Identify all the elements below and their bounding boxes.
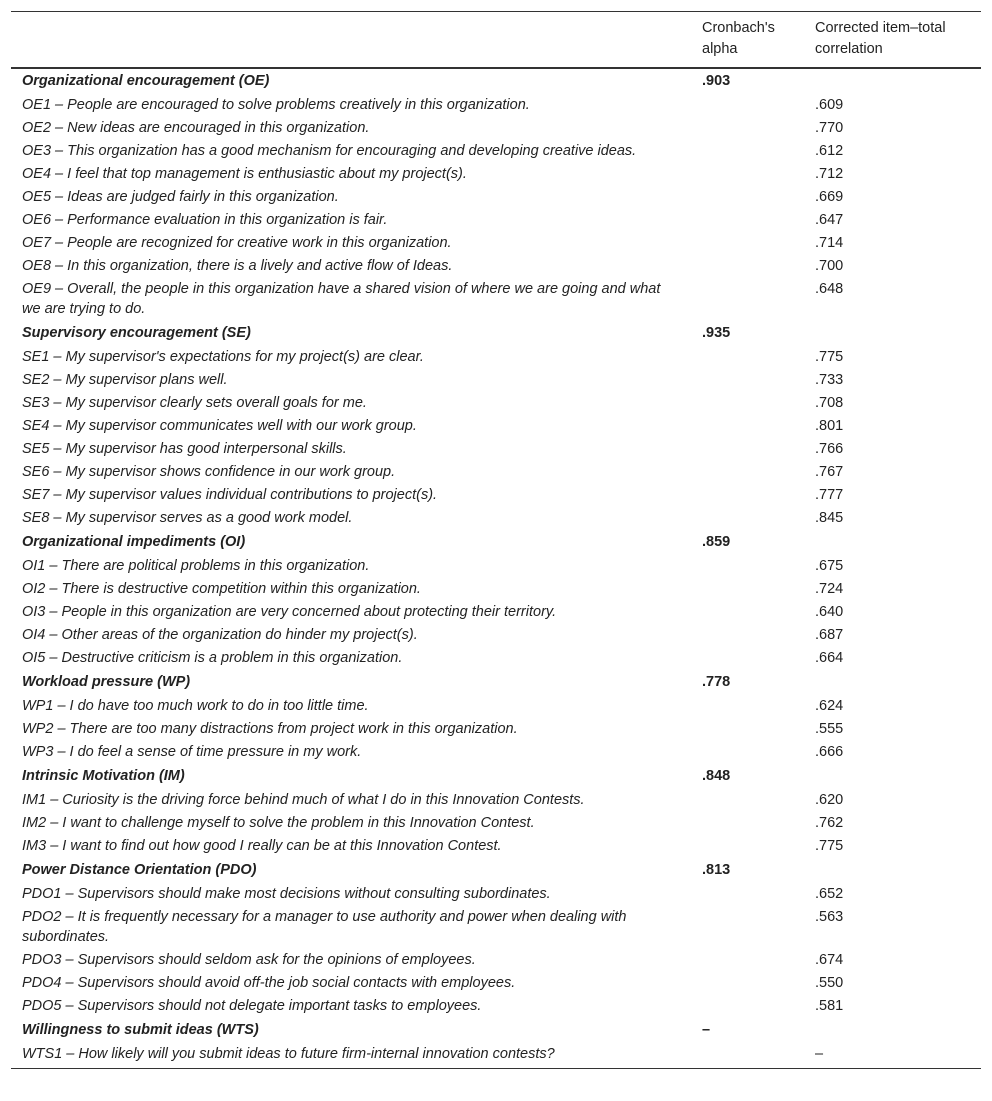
item-row (11, 647, 981, 670)
item-text: OE7 – People are recognized for creative work in this organization. (22, 235, 452, 251)
item-text: WP2 – There are too many distractions from project work in this organization. (22, 721, 518, 737)
item-empty-cell (691, 949, 804, 972)
item-correlation: .766 (815, 441, 844, 457)
item-row (11, 718, 981, 741)
item-correlation: .777 (815, 487, 844, 503)
item-row (11, 278, 981, 321)
item-correlation: .550 (815, 975, 844, 991)
item-text: PDO4 – Supervisors should avoid off-the job social contacts with employees. (22, 975, 516, 991)
item-empty-cell (691, 232, 804, 255)
item-correlation: .708 (815, 395, 844, 411)
item-row (11, 949, 981, 972)
item-row (11, 94, 981, 117)
section-alpha: .935 (702, 325, 731, 341)
item-row (11, 1043, 981, 1069)
header-cronbach-alpha: Cronbach's alpha (702, 20, 775, 57)
item-row (11, 995, 981, 1018)
item-row (11, 117, 981, 140)
header-row (11, 12, 981, 69)
item-correlation: .712 (815, 166, 844, 182)
item-text: WP3 – I do feel a sense of time pressure in my work. (22, 744, 362, 760)
item-empty-cell (691, 163, 804, 186)
table-header (11, 12, 981, 69)
item-text: IM1 – Curiosity is the driving force behind much of what I do in this Innovation Contests. (22, 792, 585, 808)
item-text: OE9 – Overall, the people in this organization have a shared vision of where we are going and what we are trying to do. (22, 281, 661, 317)
item-text: OE3 – This organization has a good mechanism for encouraging and developing creative ideas. (22, 143, 637, 159)
section-alpha: .813 (702, 862, 731, 878)
item-correlation: .648 (815, 281, 844, 297)
item-correlation: – (815, 1046, 824, 1062)
item-empty-cell (691, 995, 804, 1018)
item-empty-cell (691, 209, 804, 232)
item-row (11, 484, 981, 507)
section-empty-cell (804, 670, 981, 695)
item-empty-cell (691, 789, 804, 812)
item-row (11, 186, 981, 209)
section-row (11, 530, 981, 555)
section-empty-cell (804, 530, 981, 555)
section-empty-cell (804, 764, 981, 789)
section-row (11, 1018, 981, 1043)
item-row (11, 906, 981, 949)
item-empty-cell (691, 255, 804, 278)
section-alpha: .778 (702, 674, 731, 690)
item-row (11, 232, 981, 255)
item-row (11, 140, 981, 163)
section-row (11, 858, 981, 883)
item-row (11, 789, 981, 812)
item-correlation: .669 (815, 189, 844, 205)
item-row (11, 812, 981, 835)
item-correlation: .714 (815, 235, 844, 251)
item-text: OE4 – I feel that top management is enthusiastic about my project(s). (22, 166, 467, 182)
item-empty-cell (691, 647, 804, 670)
item-text: OI3 – People in this organization are very concerned about protecting their territory. (22, 604, 557, 620)
item-empty-cell (691, 369, 804, 392)
item-row (11, 555, 981, 578)
item-correlation: .555 (815, 721, 844, 737)
item-empty-cell (691, 346, 804, 369)
item-text: OI2 – There is destructive competition within this organization. (22, 581, 421, 597)
section-empty-cell (804, 1018, 981, 1043)
section-alpha: .848 (702, 768, 731, 784)
item-correlation: .767 (815, 464, 844, 480)
item-correlation: .724 (815, 581, 844, 597)
section-row (11, 670, 981, 695)
item-correlation: .640 (815, 604, 844, 620)
section-row (11, 321, 981, 346)
item-row (11, 438, 981, 461)
item-empty-cell (691, 578, 804, 601)
item-row (11, 741, 981, 764)
item-empty-cell (691, 438, 804, 461)
item-row (11, 346, 981, 369)
item-row (11, 461, 981, 484)
item-empty-cell (691, 812, 804, 835)
item-row (11, 392, 981, 415)
item-correlation: .563 (815, 909, 844, 925)
item-correlation: .612 (815, 143, 844, 159)
item-row (11, 624, 981, 647)
item-row (11, 835, 981, 858)
section-title: Organizational encouragement (OE) (22, 73, 270, 89)
section-title: Workload pressure (WP) (22, 674, 191, 690)
item-empty-cell (691, 695, 804, 718)
item-row (11, 883, 981, 906)
item-correlation: .700 (815, 258, 844, 274)
section-empty-cell (804, 321, 981, 346)
item-row (11, 972, 981, 995)
section-title: Intrinsic Motivation (IM) (22, 768, 185, 784)
item-empty-cell (691, 278, 804, 321)
item-text: IM3 – I want to find out how good I really can be at this Innovation Contest. (22, 838, 502, 854)
item-text: OI5 – Destructive criticism is a problem in this organization. (22, 650, 403, 666)
item-correlation: .801 (815, 418, 844, 434)
item-correlation: .770 (815, 120, 844, 136)
item-correlation: .624 (815, 698, 844, 714)
item-correlation: .652 (815, 886, 844, 902)
item-text: OE1 – People are encouraged to solve problems creatively in this organization. (22, 97, 530, 113)
item-text: PDO3 – Supervisors should seldom ask for the opinions of employees. (22, 952, 476, 968)
item-text: OI1 – There are political problems in this organization. (22, 558, 370, 574)
item-correlation: .609 (815, 97, 844, 113)
item-empty-cell (691, 624, 804, 647)
item-text: PDO1 – Supervisors should make most decisions without consulting subordinates. (22, 886, 551, 902)
item-empty-cell (691, 601, 804, 624)
section-title: Supervisory encouragement (SE) (22, 325, 251, 341)
table-body (11, 68, 981, 1069)
item-row (11, 601, 981, 624)
item-row (11, 415, 981, 438)
item-empty-cell (691, 835, 804, 858)
item-row (11, 578, 981, 601)
item-empty-cell (691, 140, 804, 163)
item-text: PDO2 – It is frequently necessary for a manager to use authority and power when dealing with subordinates. (22, 909, 627, 945)
item-correlation: .762 (815, 815, 844, 831)
item-text: SE3 – My supervisor clearly sets overall goals for me. (22, 395, 367, 411)
header-item-total-correlation: Corrected item–total correlation (815, 20, 946, 57)
item-correlation: .733 (815, 372, 844, 388)
item-correlation: .675 (815, 558, 844, 574)
item-correlation: .687 (815, 627, 844, 643)
item-empty-cell (691, 484, 804, 507)
header-item (11, 12, 691, 69)
item-empty-cell (691, 392, 804, 415)
item-empty-cell (691, 741, 804, 764)
item-text: WP1 – I do have too much work to do in too little time. (22, 698, 369, 714)
item-text: WTS1 – How likely will you submit ideas to future firm-internal innovation contests? (22, 1046, 555, 1062)
item-text: SE5 – My supervisor has good interpersonal skills. (22, 441, 347, 457)
item-correlation: .664 (815, 650, 844, 666)
item-correlation: .647 (815, 212, 844, 228)
section-title: Willingness to submit ideas (WTS) (22, 1022, 259, 1038)
item-text: PDO5 – Supervisors should not delegate important tasks to employees. (22, 998, 482, 1014)
item-text: IM2 – I want to challenge myself to solve the problem in this Innovation Contest. (22, 815, 535, 831)
item-empty-cell (691, 117, 804, 140)
section-empty-cell (804, 858, 981, 883)
item-text: SE1 – My supervisor's expectations for my project(s) are clear. (22, 349, 424, 365)
item-text: SE8 – My supervisor serves as a good work model. (22, 510, 353, 526)
reliability-table-container (11, 11, 981, 1069)
item-row (11, 695, 981, 718)
item-empty-cell (691, 507, 804, 530)
item-text: SE6 – My supervisor shows confidence in our work group. (22, 464, 396, 480)
section-row (11, 764, 981, 789)
item-row (11, 255, 981, 278)
item-text: OE6 – Performance evaluation in this organization is fair. (22, 212, 388, 228)
item-empty-cell (691, 94, 804, 117)
section-empty-cell (804, 68, 981, 94)
section-alpha: .859 (702, 534, 731, 550)
item-empty-cell (691, 718, 804, 741)
item-empty-cell (691, 906, 804, 949)
item-text: OE5 – Ideas are judged fairly in this organization. (22, 189, 339, 205)
item-row (11, 507, 981, 530)
item-correlation: .845 (815, 510, 844, 526)
item-empty-cell (691, 186, 804, 209)
item-correlation: .775 (815, 838, 844, 854)
item-row (11, 209, 981, 232)
item-correlation: .581 (815, 998, 844, 1014)
item-correlation: .666 (815, 744, 844, 760)
item-row (11, 369, 981, 392)
item-correlation: .620 (815, 792, 844, 808)
item-empty-cell (691, 883, 804, 906)
item-text: SE7 – My supervisor values individual contributions to project(s). (22, 487, 438, 503)
item-text: SE2 – My supervisor plans well. (22, 372, 228, 388)
section-title: Organizational impediments (OI) (22, 534, 246, 550)
item-text: OE2 – New ideas are encouraged in this organization. (22, 120, 370, 136)
item-correlation: .674 (815, 952, 844, 968)
item-empty-cell (691, 461, 804, 484)
item-text: OI4 – Other areas of the organization do hinder my project(s). (22, 627, 418, 643)
item-empty-cell (691, 1043, 804, 1069)
section-alpha: .903 (702, 73, 731, 89)
item-correlation: .775 (815, 349, 844, 365)
item-empty-cell (691, 415, 804, 438)
section-row (11, 68, 981, 94)
section-alpha: – (702, 1022, 711, 1038)
item-row (11, 163, 981, 186)
item-text: OE8 – In this organization, there is a lively and active flow of Ideas. (22, 258, 453, 274)
item-empty-cell (691, 972, 804, 995)
item-text: SE4 – My supervisor communicates well with our work group. (22, 418, 417, 434)
section-title: Power Distance Orientation (PDO) (22, 862, 257, 878)
item-empty-cell (691, 555, 804, 578)
reliability-table (11, 11, 981, 1069)
